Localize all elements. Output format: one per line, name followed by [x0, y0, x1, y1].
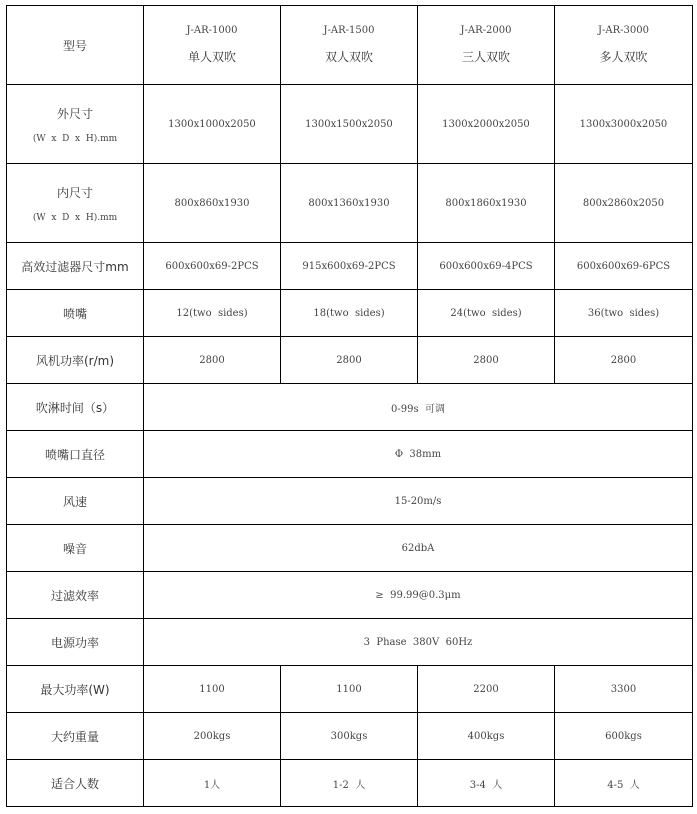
filter-efficiency-label: 过滤效率 [7, 572, 144, 619]
wind-speed-row [7, 478, 693, 525]
filter-size-value: 600x600x69-2PCS [144, 243, 281, 290]
inner-size-value: 800x1860x1930 [418, 164, 555, 243]
persons-value: 3-4 人 [418, 760, 555, 807]
model-cell [555, 6, 693, 85]
wind-speed-value: 15-20m/s [144, 478, 693, 525]
outer-size-value: 1300x1500x2050 [281, 85, 418, 164]
inner-size-row [7, 164, 693, 243]
max-power-row [7, 666, 693, 713]
filter-size-value: 600x600x69-4PCS [418, 243, 555, 290]
nozzle-row [7, 290, 693, 337]
noise-row [7, 525, 693, 572]
fan-power-value: 2800 [418, 337, 555, 384]
outer-size-label: 外尺寸 [56, 106, 93, 121]
power-supply-label: 电源功率 [7, 619, 144, 666]
wind-speed-label: 风速 [7, 478, 144, 525]
outer-size-value: 1300x1000x2050 [144, 85, 281, 164]
inner-size-value: 800x860x1930 [144, 164, 281, 243]
persons-value: 1-2 人 [281, 760, 418, 807]
nozzle-diameter-label: 喷嘴口直径 [7, 431, 144, 478]
model-code: J-AR-1500 [323, 25, 375, 36]
inner-size-label-cell [7, 164, 144, 243]
outer-size-label-cell [7, 85, 144, 164]
model-code: J-AR-3000 [598, 25, 649, 36]
shower-time-value: 0-99s 可调 [144, 384, 693, 431]
fan-power-value: 2800 [555, 337, 693, 384]
model-code: J-AR-1000 [186, 25, 238, 36]
filter-size-label: 高效过滤器尺寸mm [7, 243, 144, 290]
model-cell [418, 6, 555, 85]
inner-size-value: 800x2860x2050 [555, 164, 693, 243]
max-power-value: 1100 [281, 666, 418, 713]
weight-value: 600kgs [555, 713, 693, 760]
model-cell [281, 6, 418, 85]
nozzle-value: 24(two sides) [418, 290, 555, 337]
power-supply-value: 3 Phase 380V 60Hz [144, 619, 693, 666]
inner-size-value: 800x1360x1930 [281, 164, 418, 243]
model-cell [144, 6, 281, 85]
nozzle-value: 18(two sides) [281, 290, 418, 337]
nozzle-value: 36(two sides) [555, 290, 693, 337]
shower-time-row [7, 384, 693, 431]
model-name: 三人双吹 [461, 50, 510, 64]
outer-size-value: 1300x3000x2050 [555, 85, 693, 164]
power-supply-row [7, 619, 693, 666]
weight-row [7, 713, 693, 760]
nozzle-label: 喷嘴 [7, 290, 144, 337]
max-power-label: 最大功率(W) [7, 666, 144, 713]
model-name: 多人双吹 [599, 50, 648, 64]
fan-power-value: 2800 [144, 337, 281, 384]
persons-label: 适合人数 [7, 760, 144, 807]
max-power-value: 1100 [144, 666, 281, 713]
fan-power-label: 风机功率(r/m) [7, 337, 144, 384]
max-power-value: 2200 [418, 666, 555, 713]
persons-value: 4-5 人 [555, 760, 693, 807]
outer-size-row [7, 85, 693, 164]
shower-time-label: 吹淋时间（s） [7, 384, 144, 431]
noise-label: 噪音 [7, 525, 144, 572]
model-label: 型号 [7, 6, 144, 85]
noise-value: 62dbA [144, 525, 693, 572]
fan-power-value: 2800 [281, 337, 418, 384]
filter-size-row [7, 243, 693, 290]
nozzle-value: 12(two sides) [144, 290, 281, 337]
weight-value: 400kgs [418, 713, 555, 760]
weight-value: 200kgs [144, 713, 281, 760]
weight-label: 大约重量 [7, 713, 144, 760]
model-name: 单人双吹 [187, 50, 236, 64]
nozzle-diameter-value: Φ 38mm [144, 431, 693, 478]
filter-efficiency-row [7, 572, 693, 619]
persons-value: 1人 [144, 760, 281, 807]
outer-size-unit: (W x D x H).mm [32, 133, 118, 144]
inner-size-unit: (W x D x H).mm [32, 212, 118, 223]
weight-value: 300kgs [281, 713, 418, 760]
filter-size-value: 915x600x69-2PCS [281, 243, 418, 290]
model-code: J-AR-2000 [460, 25, 512, 36]
filter-size-value: 600x600x69-6PCS [555, 243, 693, 290]
filter-efficiency-value: ≥ 99.99@0.3μm [144, 572, 693, 619]
persons-row [7, 760, 693, 807]
outer-size-value: 1300x2000x2050 [418, 85, 555, 164]
inner-size-label: 内尺寸 [56, 185, 93, 200]
fan-power-row [7, 337, 693, 384]
model-name: 双人双吹 [324, 50, 373, 64]
max-power-value: 3300 [555, 666, 693, 713]
nozzle-diameter-row [7, 431, 693, 478]
model-row [7, 6, 693, 85]
spec-table [6, 5, 693, 807]
